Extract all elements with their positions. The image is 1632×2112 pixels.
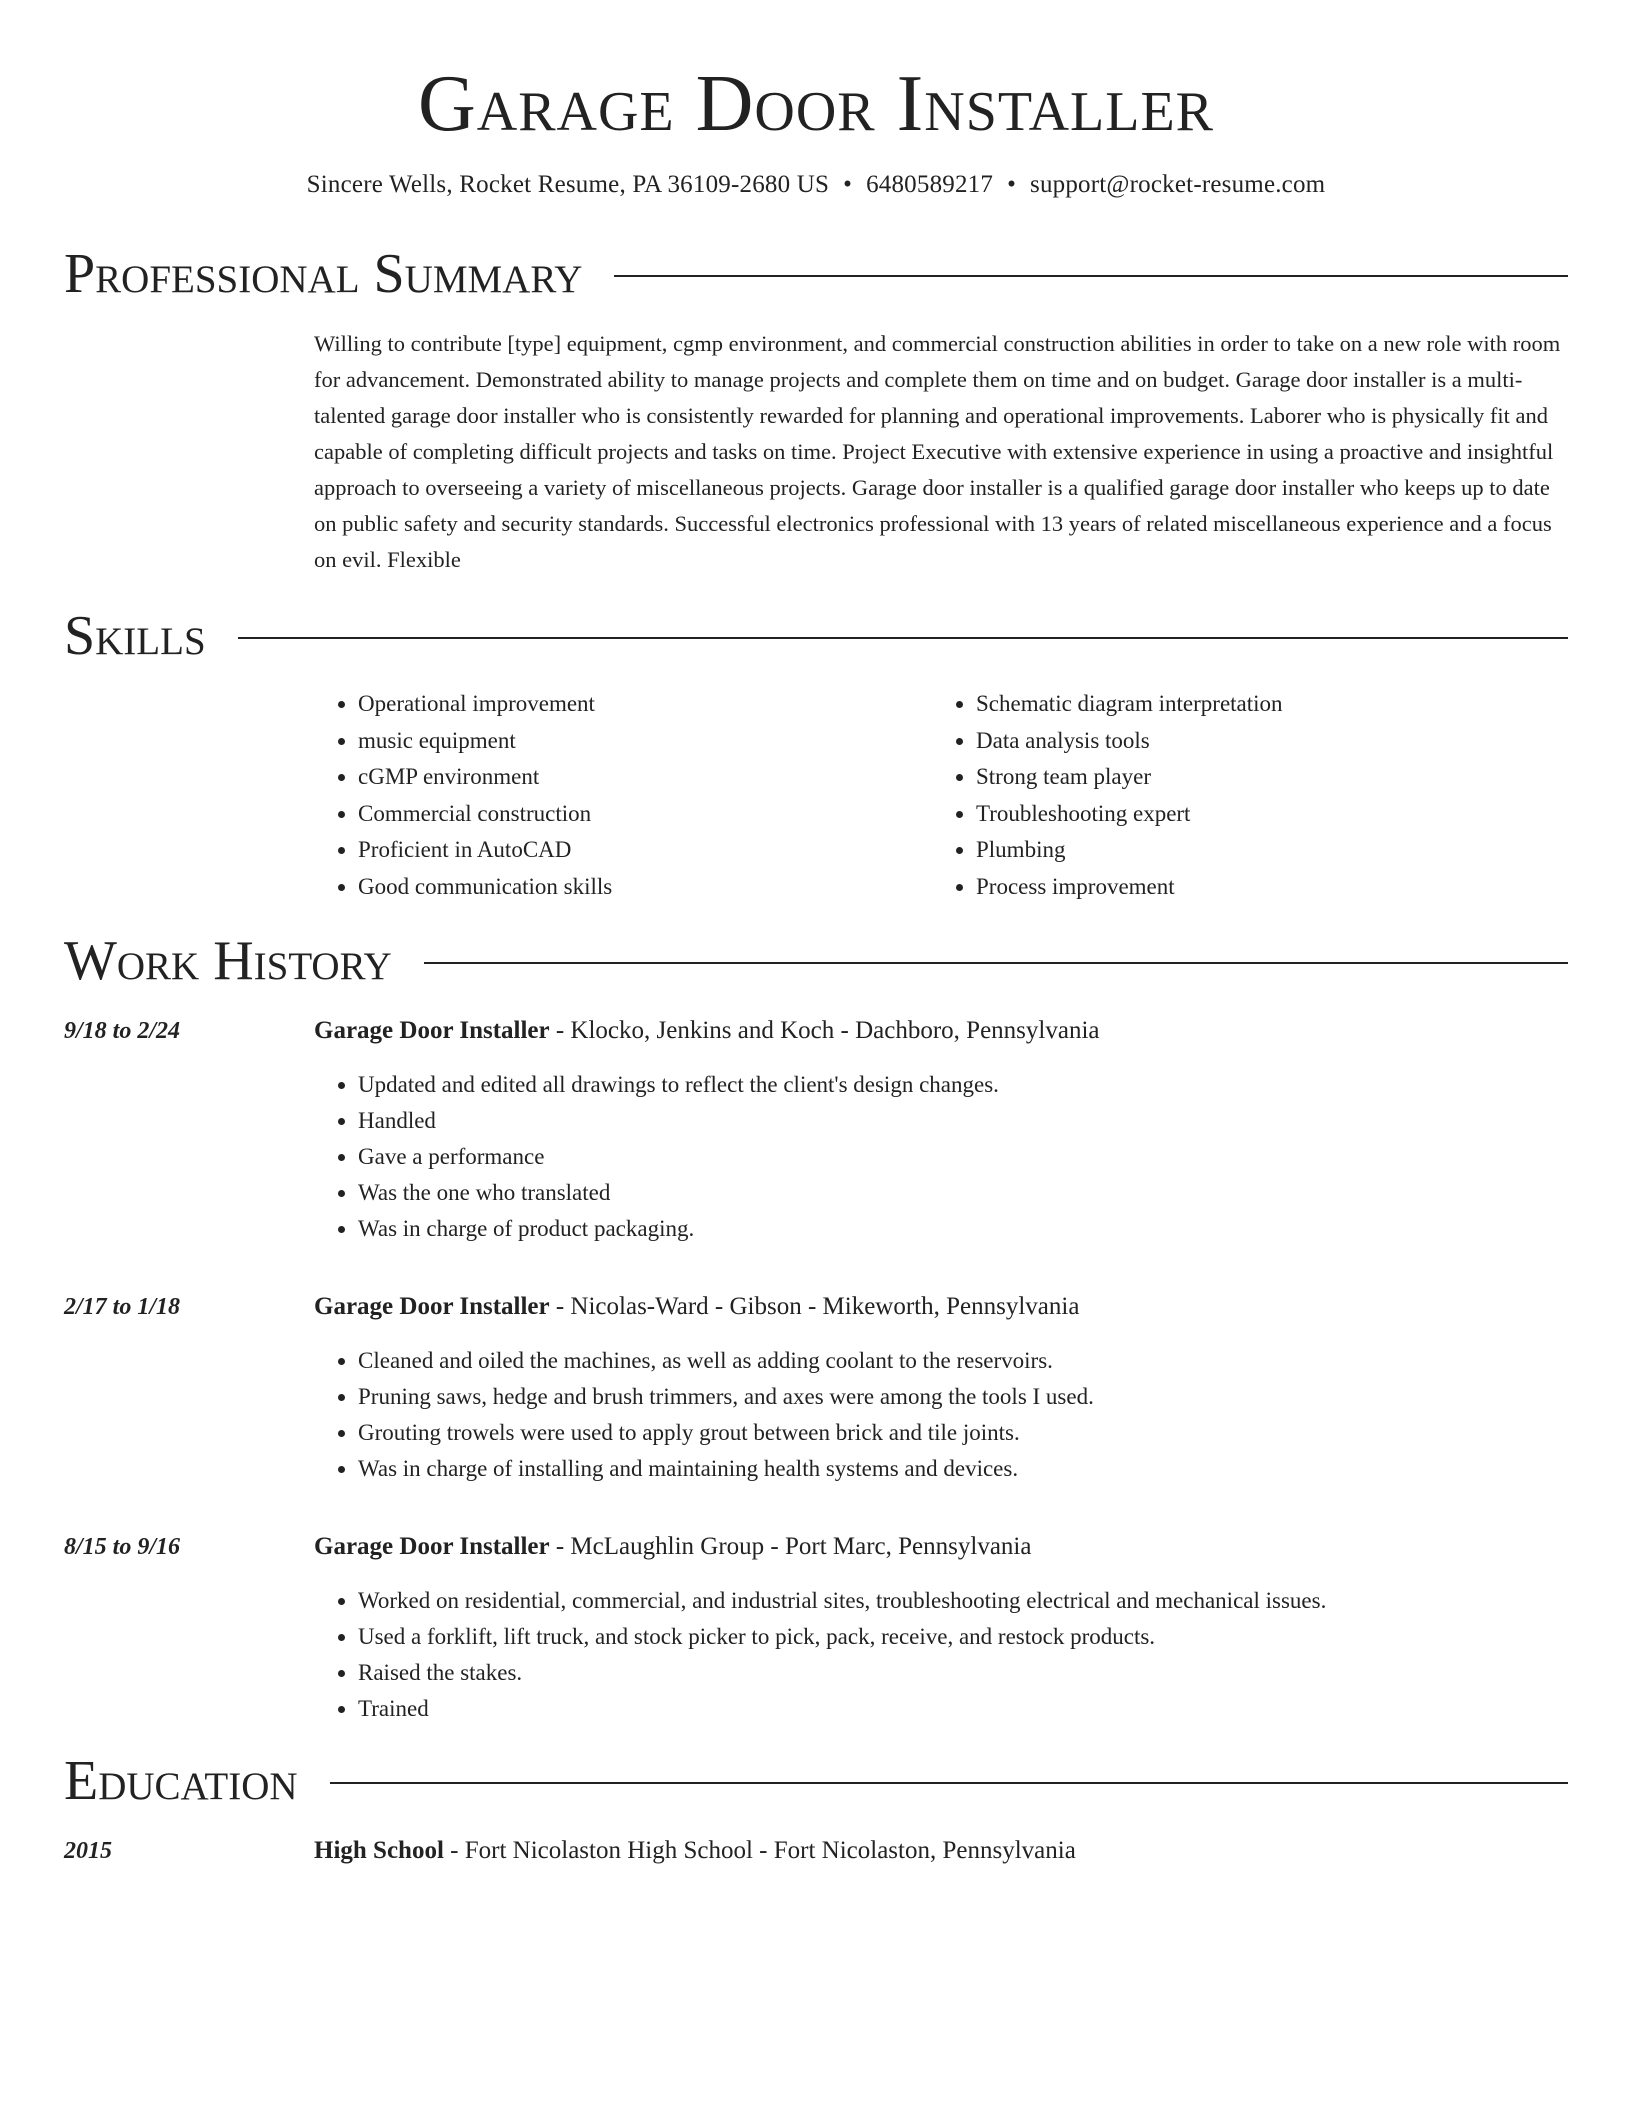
contact-line: [64, 170, 1568, 200]
job-entry: [64, 1015, 1568, 1247]
job-role: Garage Door Installer: [314, 1017, 550, 1044]
skill-item: • Operational improvement: [358, 686, 932, 723]
job-bullets: [314, 1067, 1568, 1247]
job-details: - Klocko, Jenkins and Koch - Dachboro, Pennsylvania: [549, 1017, 1100, 1044]
job-title-line: [314, 1291, 1568, 1323]
job-bullets: [314, 1343, 1568, 1487]
section-divider: [330, 1782, 1568, 1784]
summary-text: Willing to contribute [type] equipment, cgmp environment, and commercial construction abilities in order to take on a new role with room for advancement. Demonstrated ability to manage projects and complete them on time and on budget. Garage door installer is a multi-talented garage door installer who is consistently rewarded for planning and operational improvements. Laborer who is physically fit and capable of completing difficult projects and tasks on time. Project Executive with extensive experience in using a proactive and insightful approach to overseeing a variety of miscellaneous projects. Garage door installer is a qualified garage door installer who keeps up to date on public safety and security standards. Successful electronics professional with 13 years of related miscellaneous experience and a focus on evil. Flexible: [314, 331, 1561, 572]
skill-item: • Plumbing: [976, 832, 1550, 869]
skill-item: • Strong team player: [976, 759, 1550, 796]
work-section-header: [64, 931, 1568, 991]
contact-address: Sincere Wells, Rocket Resume, PA 36109-2680 US: [306, 171, 830, 198]
summary-heading: Professional Summary: [64, 243, 583, 305]
job-details: - Nicolas-Ward - Gibson - Mikeworth, Pennsylvania: [549, 1293, 1080, 1320]
job-dates: 2/17 to 1/18: [64, 1294, 181, 1320]
job-bullet: • Handled: [358, 1103, 1568, 1139]
education-entry: [64, 1835, 1568, 1867]
resume-page: [64, 0, 1568, 1867]
resume-title: Garage Door Installer: [417, 60, 1215, 148]
education-degree: High School: [314, 1837, 444, 1864]
section-divider: [614, 275, 1568, 277]
job-bullet: • Grouting trowels were used to apply grout between brick and tile joints.: [358, 1415, 1568, 1451]
education-heading: Education: [64, 1750, 298, 1812]
job-dates: 9/18 to 2/24: [64, 1018, 181, 1044]
job-entry: [64, 1291, 1568, 1487]
skill-item: • Proficient in AutoCAD: [358, 832, 932, 869]
skill-item: • Commercial construction: [358, 796, 932, 833]
section-divider: [238, 637, 1568, 639]
section-divider: [424, 962, 1568, 964]
skills-list: [314, 686, 1568, 905]
skills-column-left: [314, 686, 932, 905]
education-year: 2015: [64, 1838, 112, 1864]
job-entry: [64, 1531, 1568, 1727]
job-bullets: [314, 1583, 1568, 1727]
job-bullet: • Pruning saws, hedge and brush trimmers, and axes were among the tools I used.: [358, 1379, 1568, 1415]
job-title-line: [314, 1531, 1568, 1563]
job-bullet: • Was the one who translated: [358, 1175, 1568, 1211]
job-details: - McLaughlin Group - Port Marc, Pennsylvania: [549, 1533, 1032, 1560]
job-dates: 8/15 to 9/16: [64, 1534, 181, 1560]
education-section-header: [64, 1751, 1568, 1811]
job-title-line: [314, 1015, 1568, 1047]
work-heading: Work History: [64, 930, 392, 992]
skill-item: • Process improvement: [976, 869, 1550, 906]
summary-section-header: [64, 244, 1568, 304]
job-bullet: • Gave a performance: [358, 1139, 1568, 1175]
skill-item: • Schematic diagram interpretation: [976, 686, 1550, 723]
job-bullet: • Was in charge of installing and maintaining health systems and devices.: [358, 1451, 1568, 1487]
job-role: Garage Door Installer: [314, 1533, 550, 1560]
skill-item: • Good communication skills: [358, 869, 932, 906]
job-bullet: • Trained: [358, 1691, 1568, 1727]
job-bullet: • Cleaned and oiled the machines, as well as adding coolant to the reservoirs.: [358, 1343, 1568, 1379]
contact-separator: •: [1007, 171, 1017, 198]
education-line: [314, 1835, 1568, 1867]
skills-column-right: [932, 686, 1550, 905]
job-bullet: • Updated and edited all drawings to reflect the client's design changes.: [358, 1067, 1568, 1103]
skill-item: • Troubleshooting expert: [976, 796, 1550, 833]
skill-item: • cGMP environment: [358, 759, 932, 796]
contact-separator: •: [843, 171, 853, 198]
job-bullet: • Raised the stakes.: [358, 1655, 1568, 1691]
skill-item: • music equipment: [358, 723, 932, 760]
education-details: - Fort Nicolaston High School - Fort Nicolaston, Pennsylvania: [443, 1837, 1076, 1864]
skills-heading: Skills: [64, 605, 206, 667]
contact-phone: 6480589217: [866, 171, 994, 198]
job-bullet: • Was in charge of product packaging.: [358, 1211, 1568, 1247]
skill-item: • Data analysis tools: [976, 723, 1550, 760]
job-bullet: • Worked on residential, commercial, and industrial sites, troubleshooting electrical and mechanical issues.: [358, 1583, 1568, 1619]
skills-section-header: [64, 606, 1568, 666]
job-bullet: • Used a forklift, lift truck, and stock picker to pick, pack, receive, and restock products.: [358, 1619, 1568, 1655]
contact-email: support@rocket-resume.com: [1030, 171, 1326, 198]
job-role: Garage Door Installer: [314, 1293, 550, 1320]
